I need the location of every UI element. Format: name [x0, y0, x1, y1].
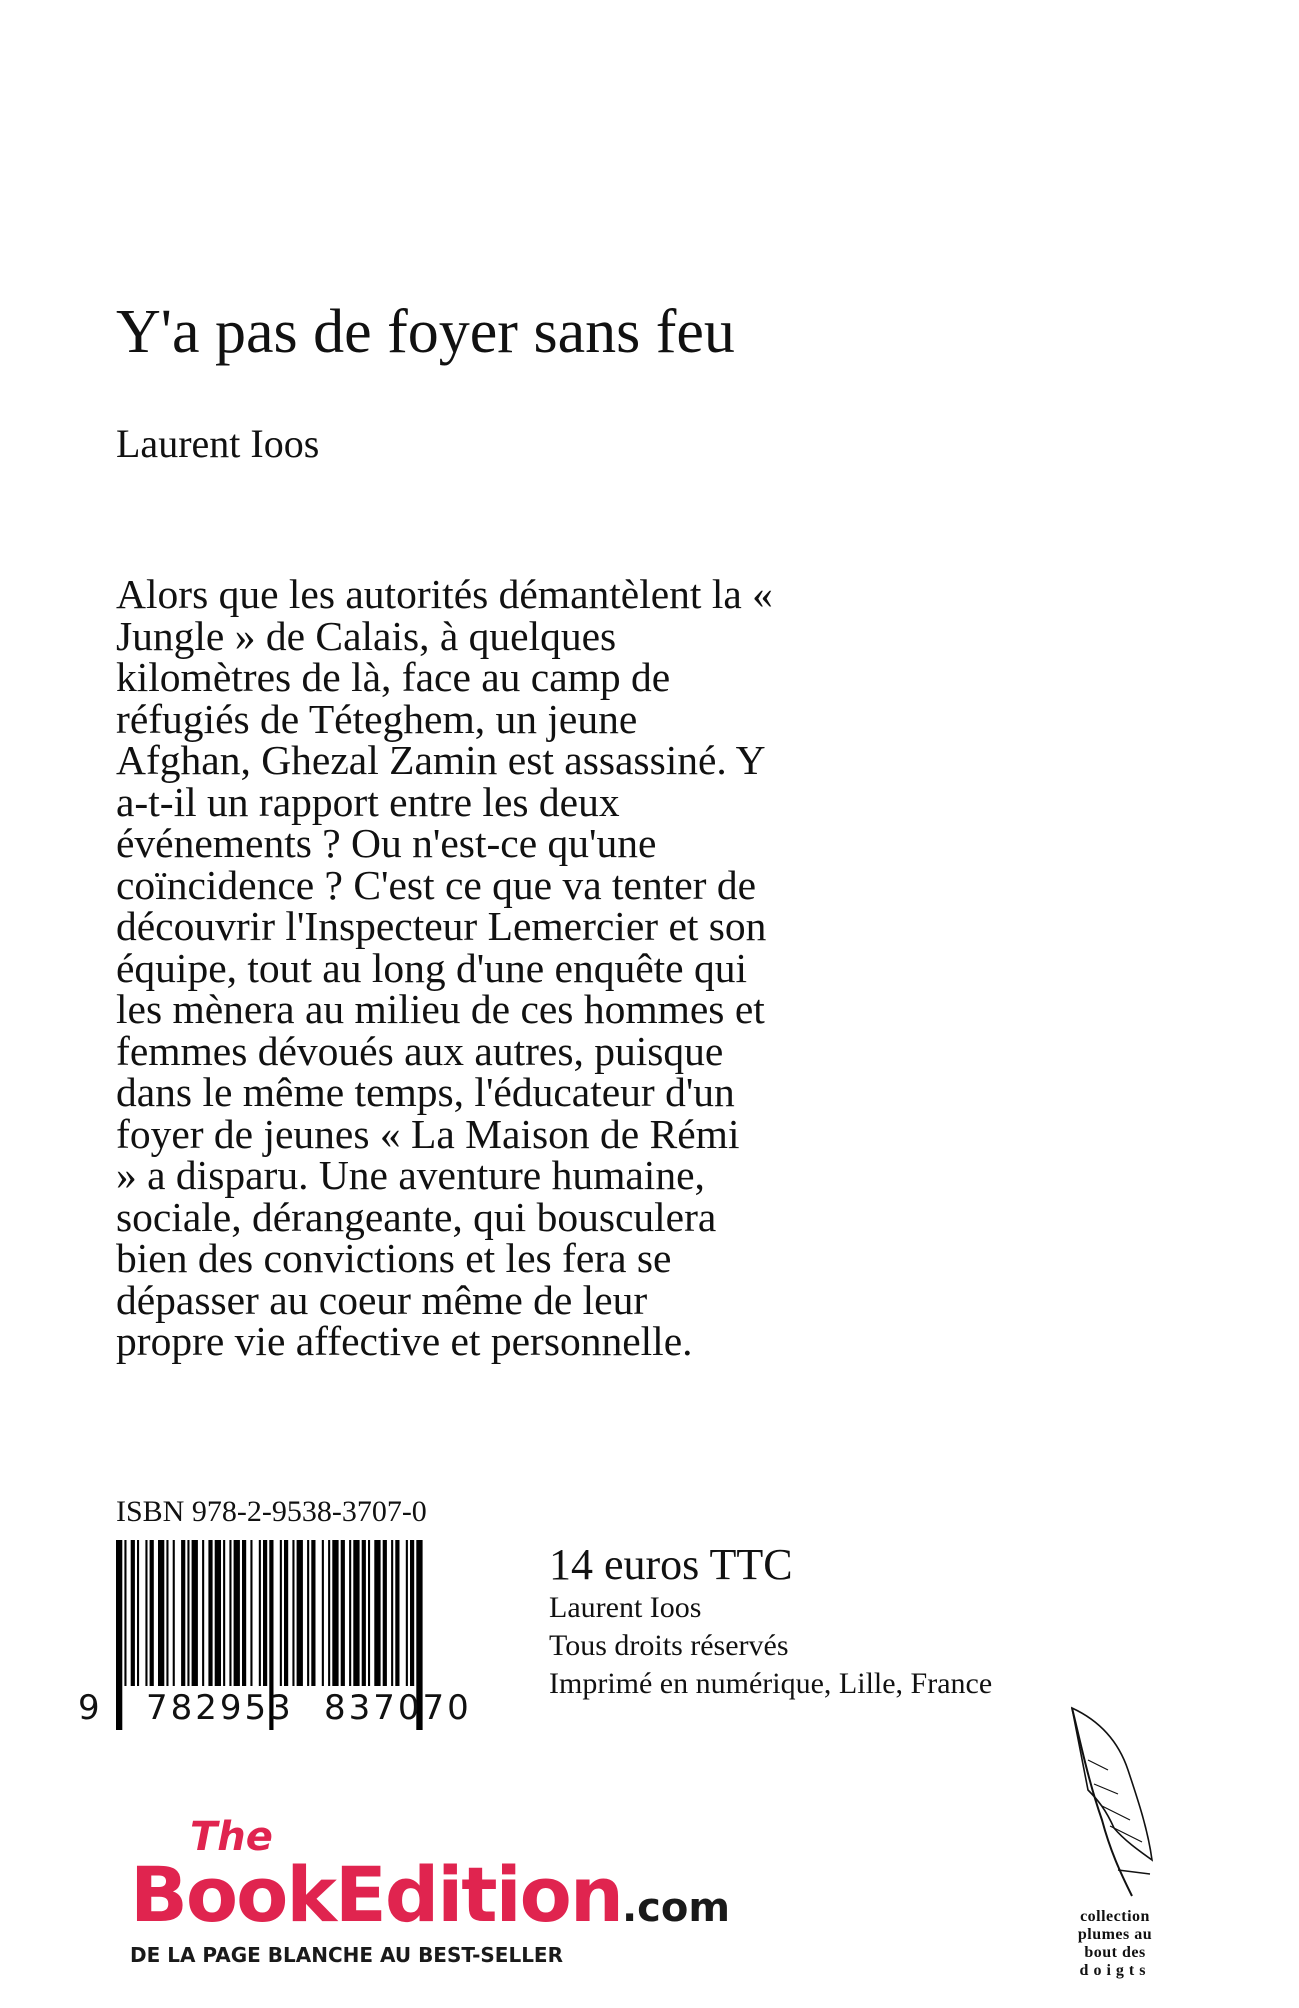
barcode-bar — [150, 1540, 154, 1686]
logo-bookedition: BookEdition — [130, 1850, 622, 1939]
barcode-bar — [192, 1540, 198, 1686]
synopsis-line: découvrir l'Inspecteur Lemercier et son — [116, 903, 767, 949]
barcode-bar — [202, 1540, 204, 1686]
collection-line: collection — [1080, 1908, 1150, 1925]
barcode-bar — [250, 1540, 252, 1686]
barcode-digit-lead: 9 — [78, 1688, 100, 1728]
barcode-bar — [383, 1540, 387, 1686]
price: 14 euros TTC — [549, 1540, 793, 1589]
barcode-bar — [374, 1540, 380, 1686]
imprint-author: Laurent Ioos — [549, 1591, 702, 1624]
synopsis-line: femmes dévoués aux autres, puisque — [116, 1027, 724, 1074]
synopsis-line: bien des convictions et les fera se — [116, 1235, 672, 1281]
logo-main — [130, 1850, 731, 1950]
barcode-digits-left: 782953 — [146, 1688, 294, 1728]
barcode-bar — [406, 1540, 408, 1686]
synopsis-line: événements ? Ou n'est-ce qu'une — [116, 820, 657, 866]
isbn-label: ISBN 978-2-9538-3707-0 — [116, 1495, 427, 1528]
collection-line: bout des — [1084, 1944, 1146, 1961]
collection-line: doigts — [1079, 1962, 1151, 1979]
barcode-bar — [234, 1540, 240, 1686]
synopsis-line: propre vie affective et personnelle. — [116, 1318, 693, 1364]
synopsis-line: Afghan, Ghezal Zamin est assassiné. Y — [116, 737, 766, 783]
publisher-logo — [130, 1815, 730, 1985]
barcode-bar — [284, 1540, 288, 1686]
barcode-bar — [137, 1540, 139, 1686]
synopsis-line: Jungle » de Calais, à quelques — [116, 612, 617, 659]
barcode-bar — [395, 1540, 399, 1686]
imprint-rights: Tous droits réservés — [549, 1629, 789, 1662]
barcode-bar — [187, 1540, 189, 1686]
barcode-bar — [297, 1540, 303, 1686]
barcode-bar — [311, 1540, 315, 1686]
collection-line: plumes au — [1077, 1926, 1153, 1943]
barcode-bar — [145, 1540, 147, 1686]
book-author: Laurent Ioos — [116, 421, 320, 466]
barcode-bar — [208, 1540, 212, 1686]
logo-tagline: DE LA PAGE BLANCHE AU BEST-SELLER — [130, 1943, 563, 1967]
barcode-bar — [307, 1540, 309, 1686]
barcode-bar — [322, 1540, 324, 1686]
feather-icon — [1058, 1700, 1168, 1900]
barcode-bar — [332, 1540, 338, 1686]
barcode-bar — [166, 1540, 168, 1686]
barcode-digits-right: 837070 — [324, 1688, 472, 1728]
synopsis-line: dans le même temps, l'éducateur d'un — [116, 1069, 735, 1115]
barcode-bar — [292, 1540, 294, 1686]
barcode-bar — [280, 1540, 282, 1686]
synopsis-line: kilomètres de là, face au camp de — [116, 654, 671, 700]
synopsis-line: Alors que les autorités démantèlent la « — [116, 571, 773, 617]
imprint-printed: Imprimé en numérique, Lille, France — [549, 1667, 993, 1700]
barcode-bar — [242, 1540, 246, 1686]
barcode-bar — [391, 1540, 393, 1686]
barcode-bar — [410, 1540, 414, 1686]
barcode-bar — [158, 1540, 164, 1686]
book-title: Y'a pas de foyer sans feu — [116, 298, 735, 366]
barcode-bar — [131, 1540, 135, 1686]
barcode-bar — [362, 1540, 366, 1686]
synopsis-line: a-t-il un rapport entre les deux — [116, 778, 620, 825]
barcode-bar — [263, 1540, 267, 1686]
synopsis-line: sociale, dérangeante, qui bousculera — [116, 1193, 717, 1240]
barcode-bar — [215, 1540, 221, 1686]
barcode-bar — [124, 1540, 126, 1686]
synopsis-line: foyer de jeunes « La Maison de Rémi — [116, 1110, 740, 1157]
synopsis-line: » a disparu. Une aventure humaine, — [116, 1152, 705, 1198]
barcode-bar — [341, 1540, 345, 1686]
synopsis-line: les mènera au milieu de ces hommes et — [116, 986, 765, 1032]
collection-mark — [1040, 1700, 1190, 2000]
synopsis-line: coïncidence ? C'est ce que va tenter de — [116, 861, 757, 908]
barcode-bar — [116, 1540, 122, 1730]
barcode-bar — [181, 1540, 185, 1686]
logo-dotcom: .com — [621, 1885, 731, 1931]
synopsis-line: réfugiés de Téteghem, un jeune — [116, 695, 638, 742]
barcode-bar — [173, 1540, 175, 1686]
barcode-bar — [368, 1540, 370, 1686]
barcode-bar — [328, 1540, 330, 1686]
barcode-bar — [353, 1540, 359, 1686]
barcode-bar — [223, 1540, 225, 1686]
synopsis — [116, 571, 976, 1364]
barcode-bar — [229, 1540, 231, 1686]
synopsis-line: équipe, tout au long d'une enquête qui — [116, 944, 747, 991]
logo-the: The — [190, 1814, 273, 1860]
synopsis-line: dépasser au coeur même de leur — [116, 1276, 648, 1323]
barcode-bar — [349, 1540, 351, 1686]
barcode-bar — [259, 1540, 261, 1686]
